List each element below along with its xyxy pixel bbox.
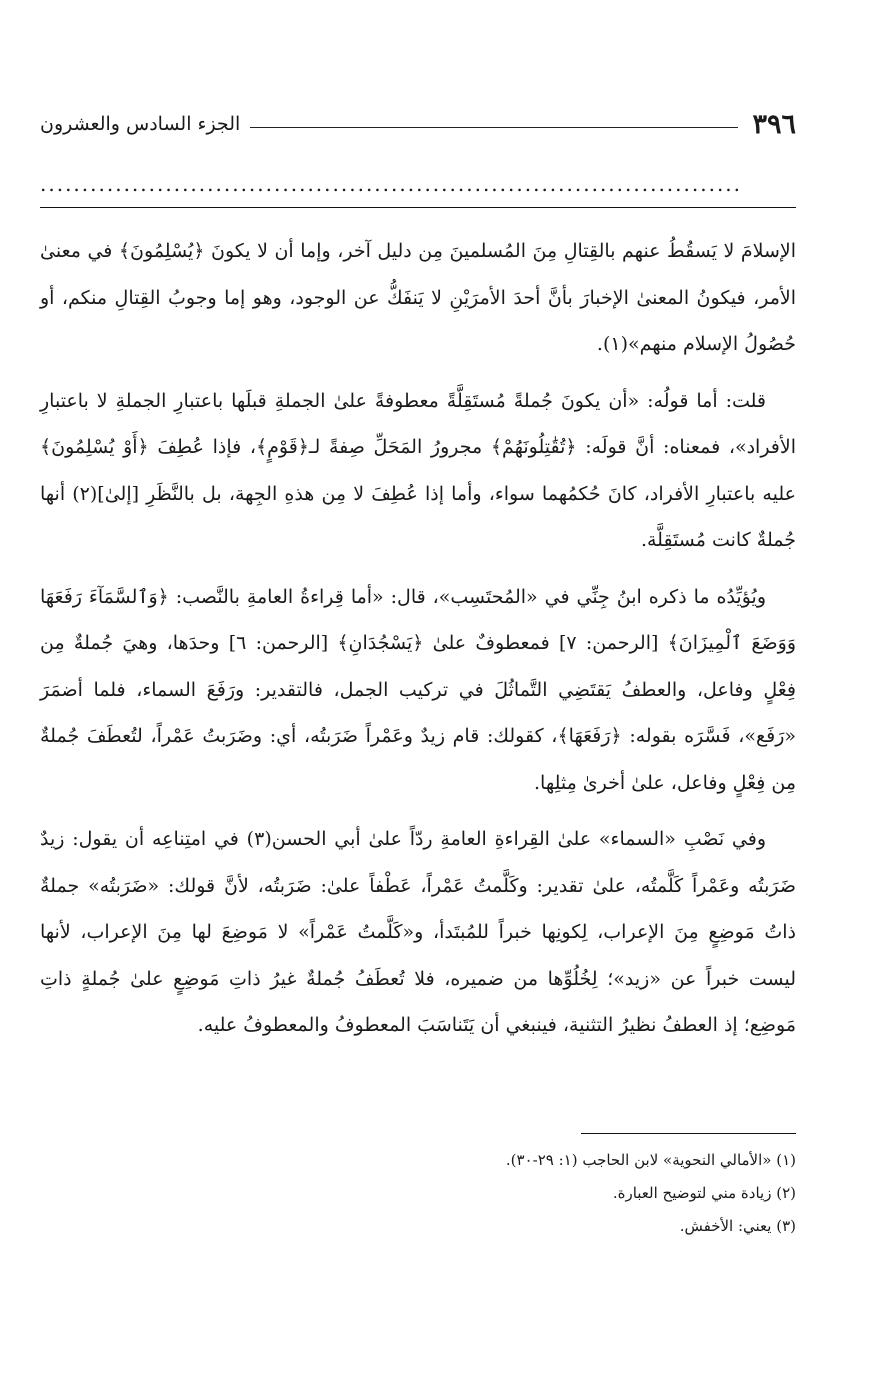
- paragraph-3: ويُؤيِّدُه ما ذكره ابنُ جِنِّي في «المُحتَسِب»، قال: «أما قِراءةُ العامةِ بالنَّصب: ﴿وَٱلسَّمَآءَ رَفَعَهَا وَوَضَعَ ٱلْمِيزَانَ﴾ [الرحمن: ٧] فمعطوفٌ علىٰ ﴿يَسْجُدَانِ﴾ [الرحمن: ٦] وحدَها، وهيَ جُملةٌ مِن فِعْلٍ وفاعل، والعطفُ يَقتَضِي التَّماثُلَ في تركيب الجمل، فالتقدير: ورَفَعَ السماء، فلما أضمَرَ «رَفَع»، فَسَّرَه بقوله: ﴿رَفَعَهَا﴾، كقولك: قام زيدٌ وعَمْراً ضَرَبتُه، أي: وضَرَبتُ عَمْراً، لتُعطَفَ جُملةٌ مِن فِعْلٍ وفاعل، علىٰ أخرىٰ مِثلِها.: [40, 585, 796, 794]
- main-text: [40, 228, 796, 1059]
- footnote-3: (٣) يعني: الأخفش.: [679, 1217, 796, 1235]
- header-rule: [250, 127, 738, 128]
- paragraph-2: قلت: أما قولُه: «أن يكونَ جُملةً مُستَقِلَّةً معطوفةً علىٰ الجملةِ قبلَها باعتبارِ الجملةِ لا باعتبارِ الأفراد»، فمعناه: أنَّ قولَه: ﴿تُقَٰتِلُونَهُمْ﴾ مجرورُ المَحَلِّ صِفةً لـ﴿قَوْمٍ﴾، فإذا عُطِفَ ﴿أَوْ يُسْلِمُونَ﴾ عليه باعتبارِ الأفراد، كانَ حُكمُهما سواء، وأما إذا عُطِفَ لا مِن هذهِ الجِهة، بل بالنَّظَرِ [إلىٰ](٢) أنها جُملةٌ كانت مُستَقِلَّة.: [40, 389, 796, 551]
- paragraph-1: الإسلامَ لا يَسقُطُ عنهم بالقِتالِ مِنَ المُسلمينَ مِن دليل آخر، وإما أن لا يكونَ ﴿يُسْلِمُونَ﴾ في معنىٰ الأمر، فيكونُ المعنىٰ الإخبارَ بأنَّ أحدَ الأمرَيْنِ لا يَنفَكُّ عن الوجود، وهو إما وجوبُ القِتالِ منكم، أو حُصُولُ الإسلام منهم»(١).: [40, 240, 796, 355]
- paragraph-4: وفي نَصْبِ «السماء» علىٰ القِراءةِ العامةِ ردّاً علىٰ أبي الحسن(٣) في امتِناعِه أن يقول: زيدٌ ضَرَبتُه وعَمْراً كَلَّمتُه، علىٰ تقدير: وكَلَّمتُ عَمْراً، عَطْفاً علىٰ: ضَرَبتُه، لأنَّ قولك: «ضَرَبتُه» جملةٌ ذاتُ مَوضِعٍ مِنَ الإعراب، لِكونِها خبراً للمُبتَدأ، و«كَلَّمتُ عَمْراً» لا مَوضِعَ لها مِنَ الإعراب، لأنها ليست خبراً عن «زيد»؛ لِخُلُوِّها من ضميره، فلا تُعطَفُ جُملةٌ غيرُ ذاتِ مَوضِعٍ علىٰ جُملةٍ ذاتِ مَوضِع؛ إذ العطفُ نظيرُ التثنية، فينبغي أن يَتَناسَبَ المعطوفُ والمعطوفُ عليه.: [40, 828, 796, 1036]
- footnote-1: (١) «الأمالي النحوية» لابن الحاجب (١: ٢٩-٣٠).: [505, 1151, 796, 1169]
- page-number: ٣٩٦: [752, 108, 796, 140]
- footnote-rule: [581, 1133, 796, 1134]
- top-rule: [40, 207, 796, 208]
- dotted-separator: ....................................................................................: [40, 172, 743, 196]
- footnote-2: (٢) زيادة مني لتوضيح العبارة.: [612, 1184, 796, 1202]
- page-header: [40, 104, 796, 144]
- running-title: الجزء السادس والعشرون: [40, 113, 241, 135]
- book-page: [40, 0, 850, 1393]
- footnotes: [40, 1144, 796, 1243]
